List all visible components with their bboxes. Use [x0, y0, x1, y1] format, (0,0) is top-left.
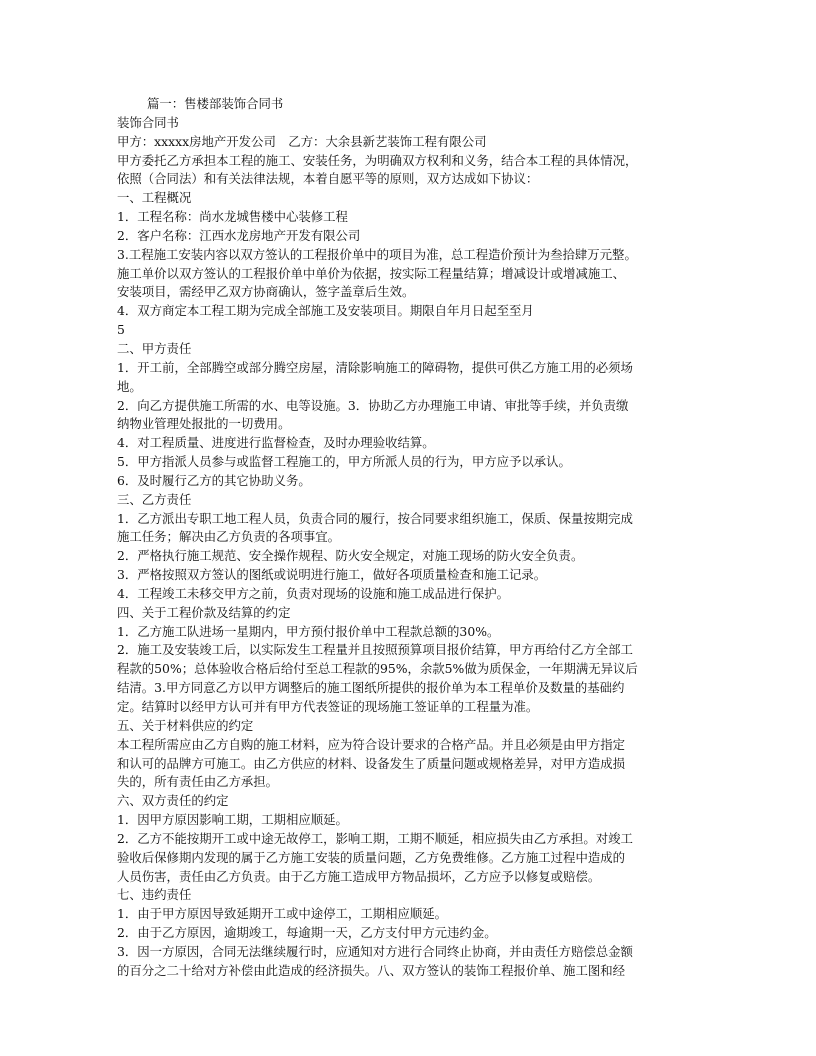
text-line: 5 [117, 322, 125, 338]
text-line: 六、双方责任的约定 [117, 793, 229, 809]
text-line: 一、工程概况 [117, 190, 192, 206]
text-line: 4．对工程质量、进度进行监督检查，及时办理验收结算。 [117, 435, 435, 451]
text-line: 2．施工及安装竣工后，以实际发生工程量并且按照预算项目报价结算，甲方再给付乙方全部工 [117, 642, 633, 658]
text-line: 七、违约责任 [117, 887, 192, 903]
text-line: 依照（合同法）和有关法律法规，本着自愿平等的原则，双方达成如下协议： [117, 171, 539, 187]
text-line: 1．乙方施工队进场一星期内，甲方预付报价单中工程款总额的30%。 [117, 623, 500, 639]
text-line: 6．及时履行乙方的其它协助义务。 [117, 472, 311, 488]
text-line: 的百分之二十给对方补偿由此造成的经济损失。八、双方签认的装饰工程报价单、施工图和经 [117, 962, 626, 978]
text-line: 1．由于甲方原因导致延期开工或中途停工，工期相应顺延。 [117, 906, 448, 922]
text-line: 甲方委托乙方承担本工程的施工、安装任务，为明确双方权利和义务，结合本工程的具体情况， [117, 152, 638, 168]
text-line: 5．甲方指派人员参与或监督工程施工的，甲方所派人员的行为，甲方应予以承认。 [117, 454, 571, 470]
text-line: 2．乙方不能按期开工或中途无故停工，影响工期，工期不顺延，相应损失由乙方承担。对竣工 [117, 830, 633, 846]
document-heading: 篇一：售楼部装饰合同书 [147, 96, 284, 111]
text-line: 1．乙方派出专职工地工程人员，负责合同的履行，按合同要求组织施工，保质、保量按期完成 [117, 510, 633, 526]
text-line: 三、乙方责任 [117, 491, 192, 507]
text-line: 3．严格按照双方签认的图纸或说明进行施工，做好各项质量检查和施工记录。 [117, 567, 547, 583]
text-line: 本工程所需应由乙方自购的施工材料，应为符合设计要求的合格产品。并且必须是由甲方指定 [117, 736, 626, 752]
text-line: 地。 [117, 378, 142, 394]
text-line: 1．开工前，全部腾空或部分腾空房屋，清除影响施工的障碍物，提供可供乙方施工用的必须场 [117, 359, 633, 375]
text-line: 2．严格执行施工规范、安全操作规程、防火安全规定，对施工现场的防火安全负责。 [117, 548, 584, 564]
text-line: 1．工程名称：尚水龙城售楼中心装修工程 [117, 209, 348, 225]
text-line: 程款的50%；总体验收合格后给付至总工程款的95%，余款5%做为质保金，一年期满无异议后 [117, 661, 638, 677]
text-line: 2．向乙方提供施工所需的水、电等设施。3．协助乙方办理施工申请、审批等手续，并负责缴 [117, 397, 629, 413]
document-body [117, 95, 699, 981]
text-line: 验收后保修期内发现的属于乙方施工安装的质量问题，乙方免费维修。乙方施工过程中造成的 [117, 849, 626, 865]
text-line: 纳物业管理处报批的一切费用。 [117, 416, 291, 432]
text-line: 3．因一方原因，合同无法继续履行时，应通知对方进行合同终止协商，并由责任方赔偿总金额 [117, 943, 633, 959]
text-line: 四、关于工程价款及结算的约定 [117, 604, 291, 620]
text-line: 4．双方商定本工程工期为完成全部施工及安装项目。期限自年月日起至至月 [117, 303, 534, 319]
text-line: 结清。3.甲方同意乙方以甲方调整后的施工图纸所提供的报价单为本工程单价及数量的基础约 [117, 680, 625, 696]
text-line: 五、关于材料供应的约定 [117, 717, 254, 733]
document-text [117, 114, 699, 981]
text-line: 装饰合同书 [117, 114, 179, 130]
text-line: 2．由于乙方原因，逾期竣工，每逾期一天，乙方支付甲方元违约金。 [117, 925, 497, 941]
text-line: 4．工程竣工未移交甲方之前，负责对现场的设施和施工成品进行保护。 [117, 585, 509, 601]
text-line: 施工单价以双方签认的工程报价单中单价为依据，按实际工程量结算；增减设计或增减施工、 [117, 265, 626, 281]
text-line: 定。结算时以经甲方认可并有甲方代表签证的现场施工签证单的工程量为准。 [117, 699, 539, 714]
text-line: 施工任务；解决由乙方负责的各项事宜。 [117, 529, 341, 545]
text-line: 3.工程施工安装内容以双方签认的工程报价单中的项目为准，总工程造价预计为叁拾肆万元整。 [117, 246, 637, 262]
text-line: 人员伤害，责任由乙方负责。由于乙方施工造成甲方物品损坏，乙方应予以修复或赔偿。 [117, 868, 601, 884]
text-line: 和认可的品牌方可施工。由乙方供应的材料、设备发生了质量问题或规格差异，对甲方造成损 [117, 755, 626, 771]
text-line: 安装项目，需经甲乙双方协商确认，签字盖章后生效。 [117, 284, 415, 300]
text-line: 甲方：xxxxx房地产开发公司 乙方：大余县新艺装饰工程有限公司 [117, 133, 487, 149]
text-line: 2．客户名称：江西水龙房地产开发有限公司 [117, 227, 361, 243]
text-line: 二、甲方责任 [117, 340, 192, 356]
text-line: 失的，所有责任由乙方承担。 [117, 774, 279, 790]
text-line: 1．因甲方原因影响工期，工期相应顺延。 [117, 812, 348, 828]
